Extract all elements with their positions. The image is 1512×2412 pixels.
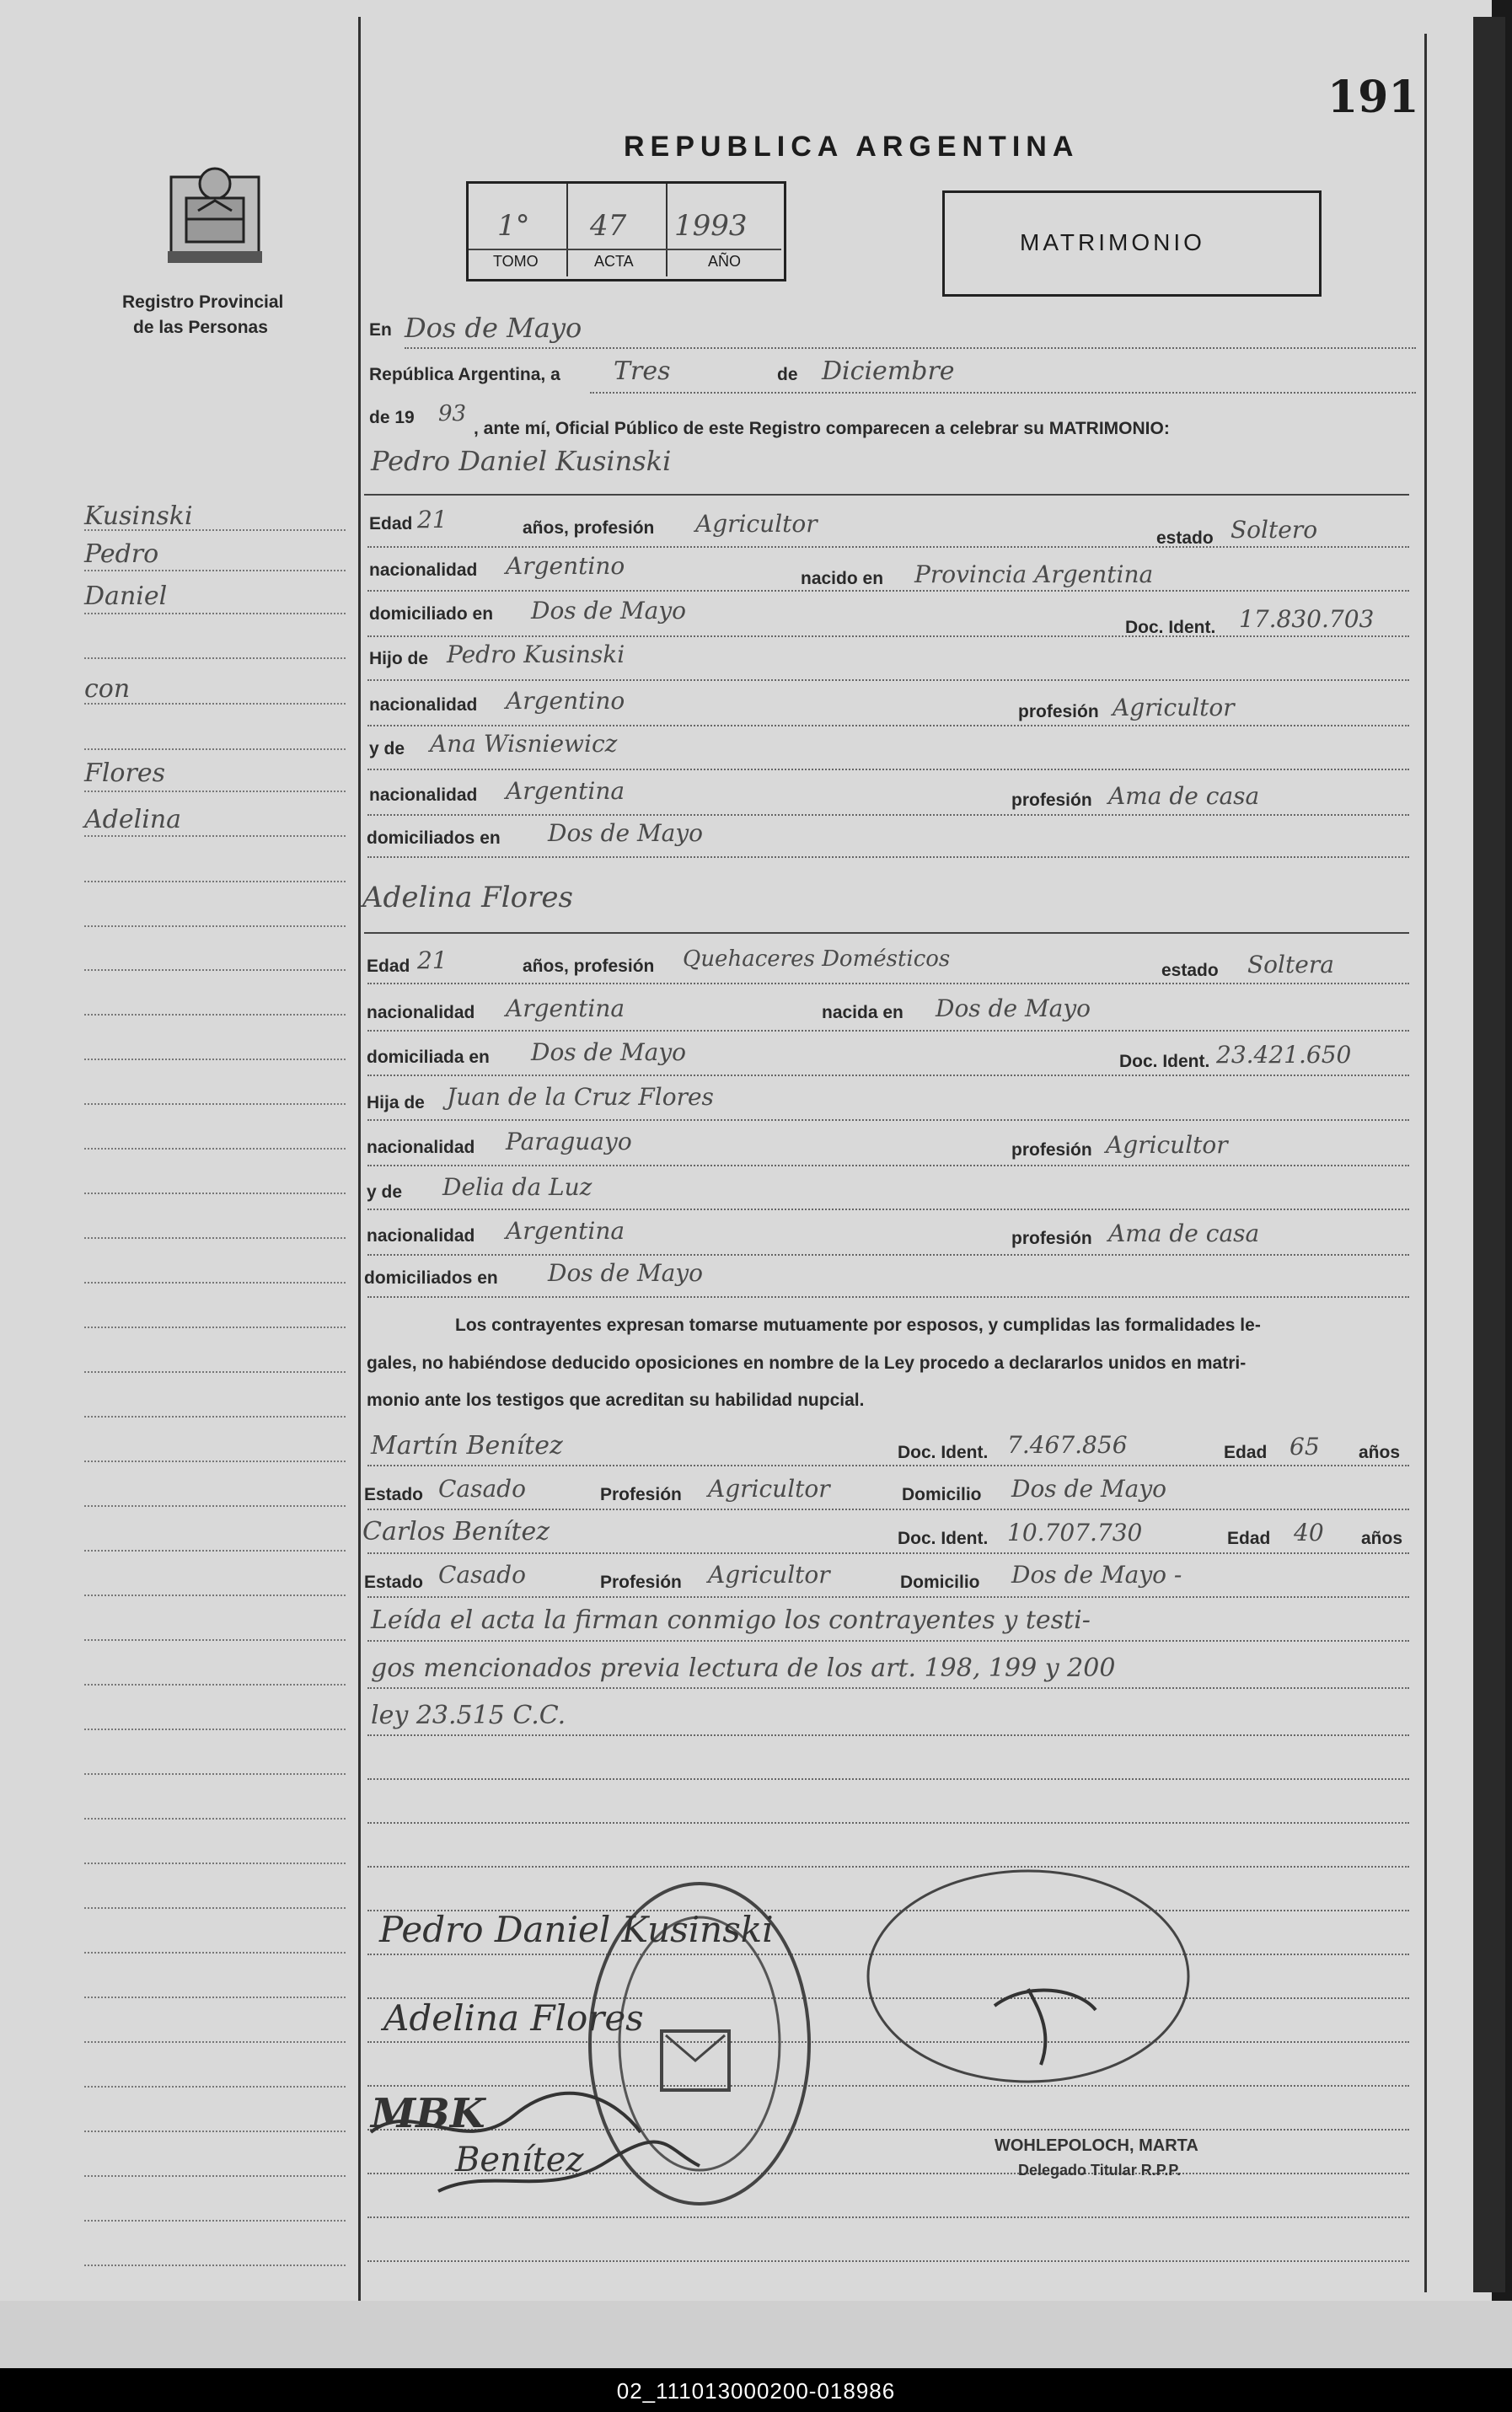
witness2-anios: años: [1361, 1529, 1403, 1548]
bride-mother: Delia da Luz: [442, 1173, 592, 1201]
margin-line: [84, 2220, 346, 2222]
bride-nacida: Dos de Mayo: [936, 994, 1091, 1022]
groom-mother-prof: Ama de casa: [1108, 782, 1260, 810]
witness2-prof-label: Profesión: [600, 1573, 682, 1592]
margin-con: con: [84, 674, 131, 704]
margin-name2: Daniel: [84, 582, 168, 611]
bride-father: Juan de la Cruz Flores: [447, 1083, 714, 1111]
country-title: REPUBLICA ARGENTINA: [624, 131, 1080, 163]
margin-line: [84, 1103, 346, 1106]
groom-estado-label: estado: [1156, 528, 1214, 548]
margin-line: [84, 1952, 346, 1954]
margin-line: [84, 2131, 346, 2133]
bride-nacionalidad: Argentina: [506, 994, 625, 1022]
margin-line: [84, 703, 346, 705]
margin-surname: Kusinski: [84, 501, 193, 531]
margin-line: [84, 1863, 346, 1865]
bride-line: [367, 1296, 1409, 1299]
margin-rule: [358, 17, 361, 2301]
witness2-dom: Dos de Mayo -: [1011, 1561, 1182, 1589]
margin-line: [84, 1237, 346, 1240]
groom-dom-label: domiciliado en: [369, 604, 494, 624]
margin-line: [84, 2041, 346, 2044]
bride-mother-nac-label: nacionalidad: [367, 1226, 475, 1246]
groom-mother-prof-label: profesión: [1011, 791, 1092, 810]
ruled-line: [367, 1822, 1409, 1825]
bride-domicilio: Dos de Mayo: [531, 1038, 687, 1066]
official-name: WOHLEPOLOCH, MARTA: [995, 2136, 1198, 2155]
bride-estado-label: estado: [1161, 961, 1219, 980]
section-rule: [364, 932, 1409, 934]
groom-nac-label: nacionalidad: [369, 560, 478, 580]
bride-full-name: Adelina Flores: [362, 881, 573, 914]
bride-line: [367, 1254, 1409, 1257]
groom-mother-nac-label: nacionalidad: [369, 785, 478, 805]
margin-line: [84, 925, 346, 928]
ruled-line: [367, 1734, 1409, 1737]
registry-box-divider: [566, 184, 568, 276]
margin-line: [84, 2175, 346, 2178]
groom-domicilio: Dos de Mayo: [531, 597, 687, 624]
statement-line3: monio ante los testigos que acreditan su habilidad nupcial.: [367, 1391, 865, 1410]
groom-edad: 21: [417, 506, 448, 533]
statement-line1: Los contrayentes expresan tomarse mutuamente por esposos, y cumplidas las formalidades le-: [455, 1316, 1261, 1335]
office-name-line2: de las Personas: [133, 318, 268, 337]
margin-name3: Adelina: [84, 805, 182, 834]
margin-line: [84, 1684, 346, 1686]
intro-line: [590, 392, 1416, 394]
margin-line: [84, 1550, 346, 1552]
bride-edad-label: Edad: [367, 957, 410, 976]
witness2-edad-label: Edad: [1227, 1529, 1271, 1548]
bride-line: [367, 1209, 1409, 1211]
official-round-stamp: [860, 1863, 1197, 2090]
groom-profesion: Agricultor: [695, 510, 818, 538]
bride-doms: Dos de Mayo: [548, 1259, 704, 1287]
bride-doc: 23.421.650: [1216, 1041, 1352, 1069]
groom-edad-label: Edad: [369, 514, 413, 533]
label-en: En: [369, 320, 392, 340]
margin-line: [84, 1907, 346, 1910]
margin-line: [84, 835, 346, 838]
groom-line: [367, 546, 1409, 549]
ruled-line: [367, 2260, 1409, 2263]
ruled-line: [367, 2216, 1409, 2219]
tomo-label: TOMO: [493, 253, 539, 270]
label-republic: República Argentina, a: [369, 365, 560, 384]
margin-line: [84, 1997, 346, 1999]
bride-line: [367, 1119, 1409, 1122]
witness1-estado-label: Estado: [364, 1485, 424, 1504]
notes-line: [367, 1687, 1409, 1690]
office-name-line1: Registro Provincial: [122, 292, 284, 312]
margin-line: [84, 1059, 346, 1061]
witness2-estado: Casado: [438, 1561, 526, 1589]
witness1-prof-label: Profesión: [600, 1485, 682, 1504]
bride-nac-label: nacionalidad: [367, 1003, 475, 1022]
bride-nacida-label: nacida en: [822, 1003, 903, 1022]
witness-line: [367, 1465, 1409, 1467]
margin-line: [84, 791, 346, 793]
bride-father-nac: Paraguayo: [506, 1128, 632, 1155]
margin-line: [84, 1282, 346, 1284]
groom-doc-label: Doc. Ident.: [1125, 618, 1216, 637]
bride-hija-label: Hija de: [367, 1093, 425, 1112]
groom-line: [367, 590, 1409, 592]
label-year-prefix: de 19: [369, 408, 415, 427]
margin-name1: Pedro: [84, 539, 159, 569]
margin-line: [84, 1148, 346, 1150]
margin-line: [84, 1461, 346, 1463]
intro-place: Dos de Mayo: [405, 312, 582, 344]
bride-doms-label: domiciliados en: [364, 1268, 498, 1288]
groom-nacido-label: nacido en: [801, 569, 884, 588]
witness2-dom-label: Domicilio: [900, 1573, 980, 1592]
groom-nacido: Provincia Argentina: [914, 560, 1154, 588]
witness2-estado-label: Estado: [364, 1573, 424, 1592]
official-title: Delegado Titular R.P.P.: [1018, 2162, 1182, 2179]
margin-line: [84, 657, 346, 660]
ruled-line: [367, 1778, 1409, 1781]
bride-mother-prof-label: profesión: [1011, 1229, 1092, 1248]
groom-father-prof: Agricultor: [1113, 694, 1235, 721]
bride-doc-label: Doc. Ident.: [1119, 1052, 1210, 1071]
bride-anios-prof-label: años, profesión: [523, 957, 655, 976]
notes-line2: gos mencionados previa lectura de los art. 198, 199 y 200: [371, 1654, 1116, 1683]
groom-line: [367, 635, 1409, 638]
margin-line: [84, 1595, 346, 1597]
bride-mother-nac: Argentina: [506, 1217, 625, 1245]
groom-mother-nac: Argentina: [506, 777, 625, 805]
statement-line2: gales, no habiéndose deducido oposiciones en nombre de la Ley procedo a declararlos unidos en matri-: [367, 1353, 1247, 1373]
margin-line: [84, 1773, 346, 1776]
margin-line: [84, 1327, 346, 1329]
intro-year: 93: [438, 401, 467, 426]
witness2-name: Carlos Benítez: [362, 1517, 550, 1546]
groom-father: Pedro Kusinski: [447, 641, 625, 668]
witness1-signature: MBK: [371, 2090, 485, 2137]
section-rule: [364, 494, 1409, 496]
margin-line: [84, 570, 346, 572]
margin-line: [84, 2086, 346, 2088]
witness2-edad: 40: [1294, 1519, 1324, 1546]
intro-text: , ante mí, Oficial Público de este Registro comparecen a celebrar su MATRIMONIO:: [474, 419, 1170, 438]
bride-father-prof: Agricultor: [1106, 1131, 1228, 1159]
margin-line: [84, 1639, 346, 1642]
margin-line: [84, 881, 346, 883]
margin-line: [84, 748, 346, 751]
right-border-rule: [1424, 34, 1427, 2292]
margin-line: [84, 2265, 346, 2267]
witness1-name: Martín Benítez: [371, 1431, 563, 1461]
bride-line: [367, 1165, 1409, 1167]
groom-line: [367, 769, 1409, 771]
witness2-doc: 10.707.730: [1007, 1519, 1143, 1546]
witness1-prof: Agricultor: [708, 1475, 830, 1503]
bride-dom-label: domiciliada en: [367, 1048, 490, 1067]
groom-line: [367, 814, 1409, 817]
witness-line: [367, 1596, 1409, 1599]
label-de: de: [777, 365, 798, 384]
groom-yde-label: y de: [369, 739, 405, 758]
groom-line: [367, 856, 1409, 859]
book-spine-edge: [1473, 17, 1505, 2292]
intro-line: [405, 347, 1416, 350]
notes-line1: Leída el acta la firman conmigo los contrayentes y testi-: [371, 1605, 1091, 1635]
groom-line: [367, 679, 1409, 682]
witness1-dom: Dos de Mayo: [1011, 1475, 1167, 1503]
acta-value: 47: [590, 209, 627, 243]
margin-line: [84, 1014, 346, 1016]
intro-month: Diciembre: [822, 356, 955, 386]
groom-doms-label: domiciliados en: [367, 828, 501, 848]
groom-hijo-label: Hijo de: [369, 649, 429, 668]
margin-line: [84, 969, 346, 972]
witness1-doc: 7.467.856: [1007, 1431, 1128, 1459]
groom-mother: Ana Wisniewicz: [430, 730, 618, 758]
margin-line: [84, 1729, 346, 1731]
margin-surname2: Flores: [84, 758, 165, 788]
margin-line: [84, 1416, 346, 1418]
bride-profesion: Quehaceres Domésticos: [683, 946, 951, 972]
notes-line: [367, 1640, 1409, 1643]
witness1-dom-label: Domicilio: [902, 1485, 982, 1504]
bride-line: [367, 1075, 1409, 1077]
witness2-prof: Agricultor: [708, 1561, 830, 1589]
groom-anios-prof-label: años, profesión: [523, 518, 655, 538]
margin-line: [84, 1193, 346, 1195]
witness-line: [367, 1552, 1409, 1555]
page-number: 191: [1327, 72, 1419, 123]
groom-signature: Pedro Daniel Kusinski: [379, 1909, 774, 1950]
record-type: MATRIMONIO: [1020, 229, 1205, 255]
bride-yde-label: y de: [367, 1182, 403, 1202]
groom-father-nac: Argentino: [506, 687, 625, 715]
page-bottom-edge: [0, 2301, 1512, 2368]
margin-line: [84, 529, 346, 532]
groom-father-nac-label: nacionalidad: [369, 695, 478, 715]
bride-estado: Soltera: [1247, 951, 1334, 978]
groom-doms: Dos de Mayo: [548, 819, 704, 847]
bride-line: [367, 983, 1409, 985]
groom-father-prof-label: profesión: [1018, 702, 1099, 721]
groom-doc: 17.830.703: [1239, 605, 1375, 633]
witness2-doc-label: Doc. Ident.: [898, 1529, 989, 1548]
witness1-edad: 65: [1289, 1433, 1320, 1461]
bride-line: [367, 1030, 1409, 1032]
witness2-signature: Benítez: [455, 2141, 584, 2179]
registry-box-separator: [469, 249, 781, 250]
bride-father-nac-label: nacionalidad: [367, 1138, 475, 1157]
bride-mother-prof: Ama de casa: [1108, 1219, 1260, 1247]
witness1-doc-label: Doc. Ident.: [898, 1443, 989, 1462]
groom-full-name: Pedro Daniel Kusinski: [371, 445, 672, 477]
margin-line: [84, 1818, 346, 1820]
notes-line3: ley 23.515 C.C.: [371, 1701, 566, 1730]
witness1-estado: Casado: [438, 1475, 526, 1503]
intro-day: Tres: [614, 356, 671, 386]
registry-box-divider: [666, 184, 668, 276]
groom-line: [367, 725, 1409, 727]
bride-father-prof-label: profesión: [1011, 1140, 1092, 1160]
coat-of-arms-icon: [164, 152, 265, 270]
bride-signature: Adelina Flores: [383, 1997, 644, 2039]
groom-estado: Soltero: [1231, 516, 1318, 544]
margin-line: [84, 613, 346, 615]
anio-label: AÑO: [708, 253, 742, 270]
witness1-anios: años: [1359, 1443, 1401, 1462]
margin-line: [84, 1505, 346, 1508]
witness1-edad-label: Edad: [1224, 1443, 1268, 1462]
margin-line: [84, 1371, 346, 1374]
image-caption: 02_111013000200-018986: [616, 2378, 896, 2404]
witness-line: [367, 1509, 1409, 1511]
acta-label: ACTA: [594, 253, 634, 270]
groom-nacionalidad: Argentino: [506, 552, 625, 580]
anio-value: 1993: [674, 209, 748, 243]
tomo-value: 1°: [497, 209, 530, 243]
witness-signature-flourish: [362, 2082, 716, 2208]
bride-edad: 21: [417, 946, 448, 974]
